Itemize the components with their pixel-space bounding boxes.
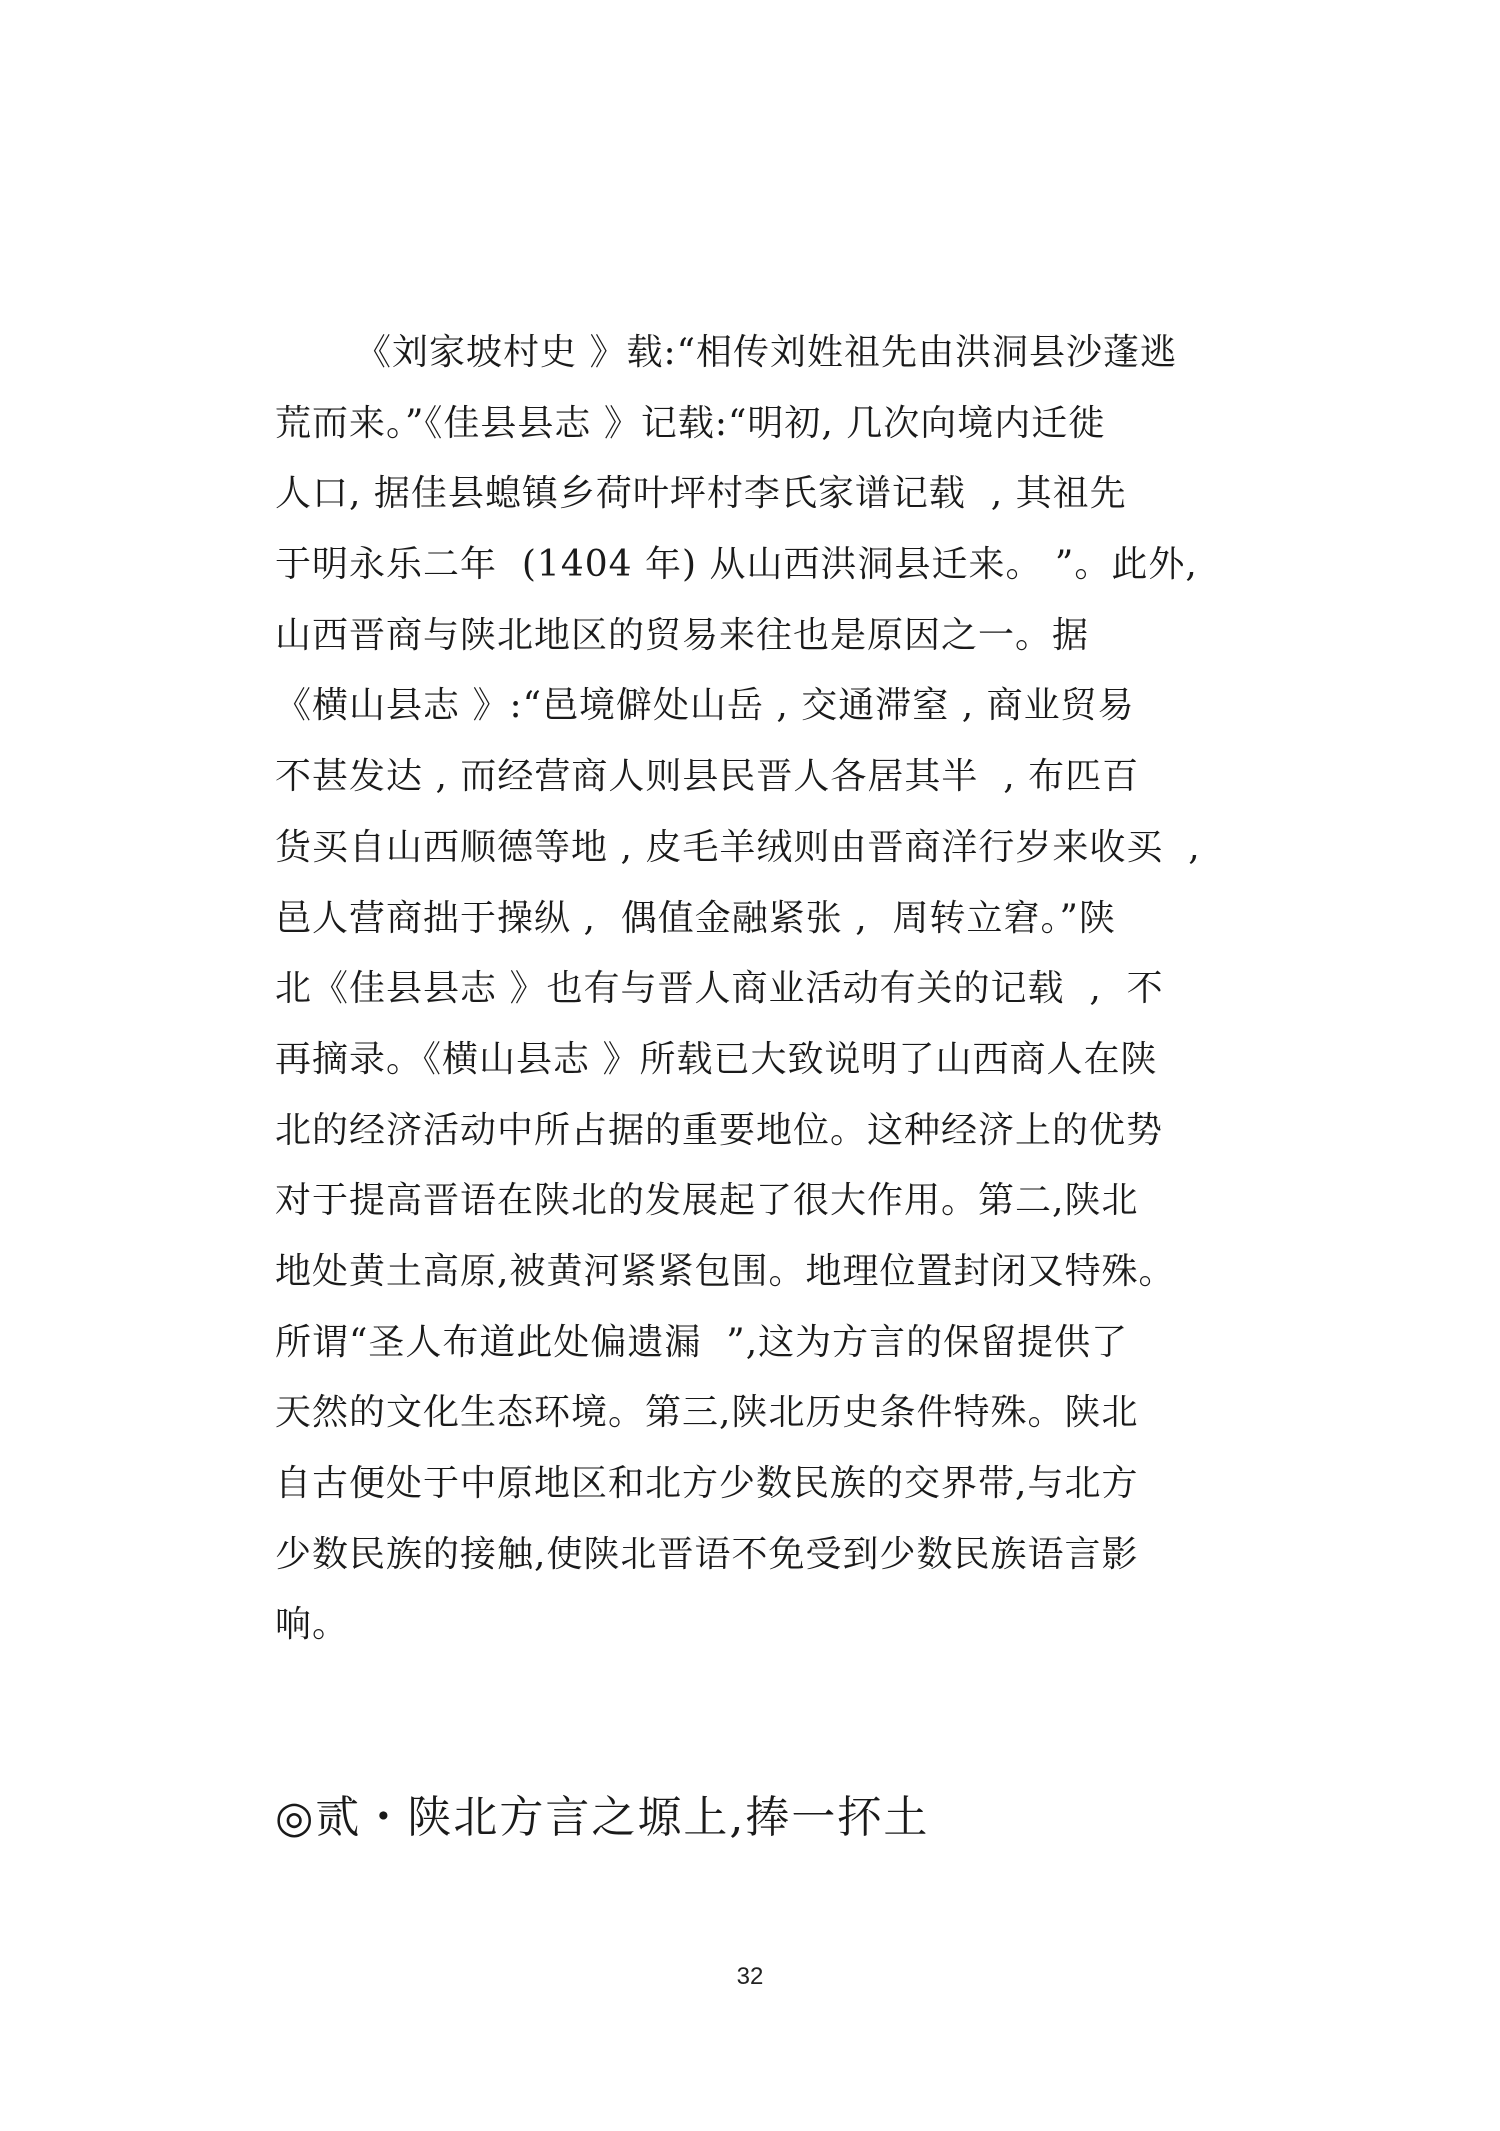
paragraph-line-12: 北的经济活动中所占据的重要地位。这种经济上的优势	[275, 1109, 1164, 1151]
paragraph-line-1: 《刘家坡村史 》载:“相传刘姓祖先由洪洞县沙蓬逃	[355, 332, 1177, 373]
paragraph-line-13: 对于提高晋语在陕北的发展起了很大作用。第二,陕北	[275, 1180, 1139, 1222]
paragraph-line-16: 天然的文化生态环境。第三,陕北历史条件特殊。陕北	[275, 1392, 1139, 1434]
paragraph-line-7: 不甚发达 , 而经营商人则县民晋人各居其半 , 布匹百	[275, 756, 1140, 798]
page-number: 32	[736, 1963, 764, 1990]
paragraph-line-10: 北《佳县县志 》也有与晋人商业活动有关的记载 , 不	[275, 968, 1164, 1010]
paragraph-line-4: 于明永乐二年 (1404 年) 从山西洪洞县迁来。 ”。此外,	[275, 544, 1198, 586]
paragraph-line-17: 自古便处于中原地区和北方少数民族的交界带,与北方	[275, 1463, 1139, 1504]
paragraph-line-2: 荒而来。”《佳县县志 》记载:“明初, 几次向境内迁徙	[275, 402, 1106, 444]
section-heading: ◎贰・陕北方言之塬上,捧一抔土	[275, 1792, 930, 1843]
paragraph-line-14: 地处黄土高原,被黄河紧紧包围。地理位置封闭又特殊。	[275, 1250, 1176, 1292]
paragraph-line-9: 邑人营商拙于操纵 , 偶值金融紧张 , 周转立窘。”陕	[275, 897, 1116, 939]
paragraph-line-15: 所谓“圣人布道此处偏遗漏 ”,这为方言的保留提供了	[275, 1321, 1129, 1363]
paragraph-line-8: 货买自山西顺德等地 , 皮毛羊绒则由晋商洋行岁来收买 ,	[275, 826, 1201, 868]
paragraph-line-19: 响。	[275, 1604, 350, 1646]
paragraph-line-3: 人口, 据佳县螅镇乡荷叶坪村李氏家谱记载 , 其祖先	[275, 473, 1127, 515]
paragraph-line-18: 少数民族的接触,使陕北晋语不免受到少数民族语言影	[275, 1533, 1139, 1575]
body-paragraph	[275, 318, 1275, 1661]
paragraph-line-6: 《横山县志 》:“邑境僻处山岳 , 交通滞窒 , 商业贸易	[275, 685, 1135, 727]
paragraph-line-11: 再摘录。《横山县志 》所载已大致说明了山西商人在陕	[275, 1038, 1158, 1080]
paragraph-line-5: 山西晋商与陕北地区的贸易来往也是原因之一。据	[275, 614, 1090, 656]
